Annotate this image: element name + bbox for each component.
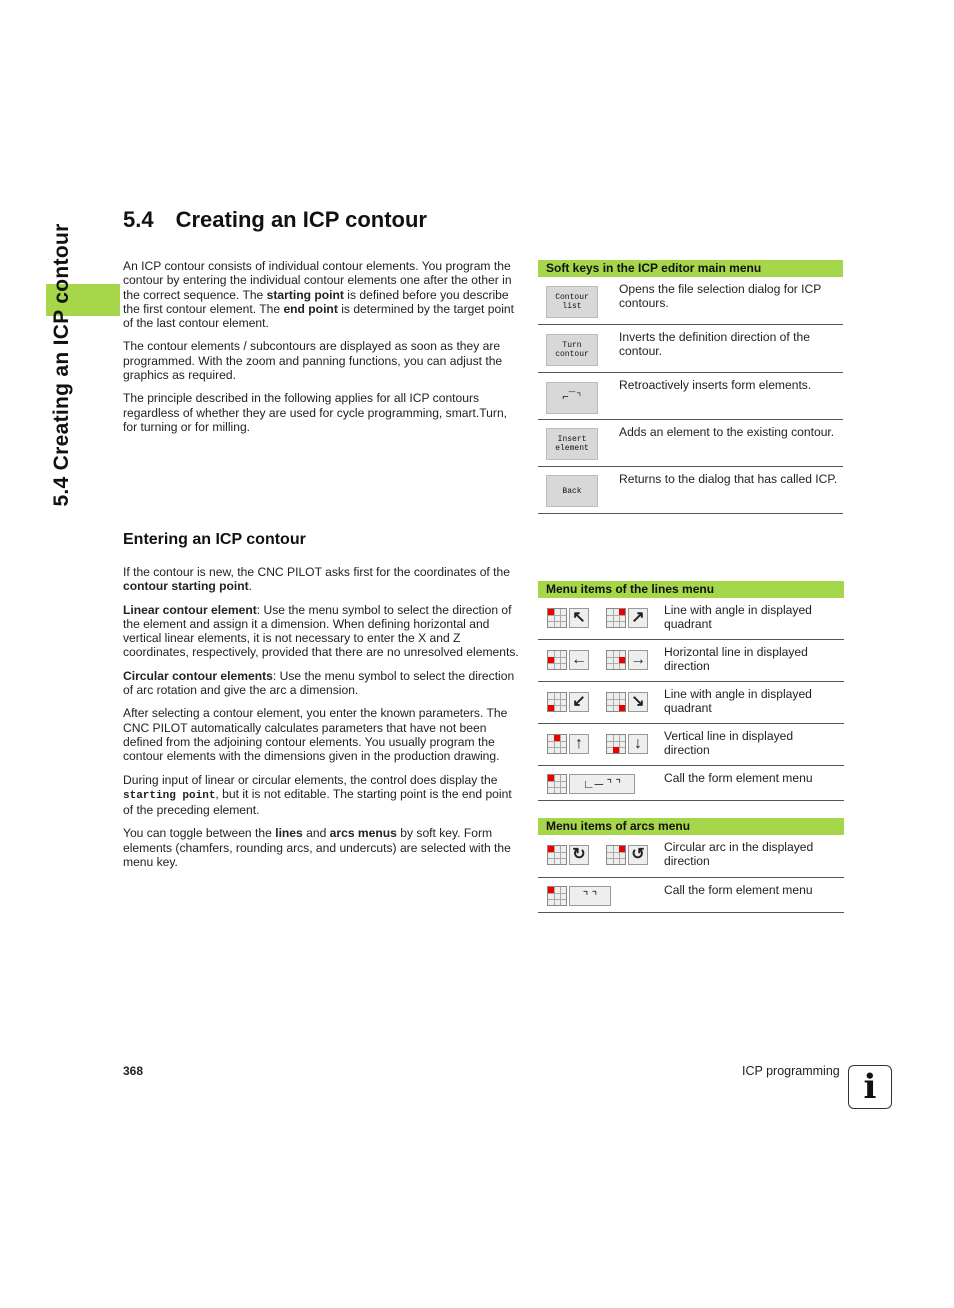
line-down-left-menu-icon[interactable] (547, 692, 589, 712)
row-description: Line with angle in displayed quadrant (664, 687, 812, 716)
line-up-left-menu-icon[interactable] (547, 608, 589, 628)
arc-counterclockwise-menu-icon[interactable] (606, 845, 648, 865)
form-element-menu-icon[interactable] (547, 886, 611, 906)
body-paragraph-1: If the contour is new, the CNC PILOT asks first for the coordinates of the contour starting point. (123, 565, 510, 594)
grid-icon (606, 608, 626, 628)
body-paragraph-4: After selecting a contour element, you enter the known parameters. The CNC PILOT automatically calculates parameters that have not been defined from the adjoining contour elements. You usually program the contour elements with the dimensions given in the production drawing. (123, 706, 508, 764)
table-row (538, 277, 843, 325)
row-description: Opens the file selection dialog for ICP contours. (619, 282, 822, 311)
table-row (538, 878, 844, 913)
arrow-down-right-icon: ↘ (628, 692, 648, 712)
arrow-right-icon: → (628, 650, 648, 670)
table-row (538, 325, 843, 373)
grid-icon (547, 845, 567, 865)
section-number: 5.4 (123, 207, 154, 232)
line-up-menu-icon[interactable] (547, 734, 589, 754)
form-elements-icon: ∟─ ⌝ ⌝ (569, 774, 635, 794)
table-row (538, 766, 844, 801)
body-paragraph-5: During input of linear or circular elements, the control does display the starting point, but it is not editable. The starting point is the end point of the preceding element. (123, 772, 512, 818)
arcs-menu-table (538, 818, 844, 913)
row-description: Line with angle in displayed quadrant (664, 603, 812, 632)
table-row (538, 724, 844, 766)
page-number: 368 (123, 1064, 144, 1078)
table-row (538, 420, 843, 467)
form-elements-softkey[interactable] (546, 382, 598, 414)
arrow-up-right-icon: ↗ (628, 608, 648, 628)
row-description: Horizontal line in displayed direction (664, 645, 808, 674)
intro-text (123, 259, 520, 434)
turn-contour-softkey[interactable]: Turn contour (546, 334, 598, 366)
row-description: Call the form element menu (664, 883, 813, 897)
arrow-left-icon: ← (569, 650, 589, 670)
grid-icon (547, 692, 567, 712)
section-heading (123, 207, 427, 233)
table-row (538, 467, 843, 514)
row-description: Vertical line in displayed direction (664, 729, 794, 758)
grid-icon (547, 774, 567, 794)
table-header: Menu items of the lines menu (538, 581, 844, 598)
grid-icon (606, 845, 626, 865)
arrow-down-icon: ↓ (628, 734, 648, 754)
back-softkey[interactable]: Back (546, 475, 598, 507)
grid-icon (606, 650, 626, 670)
form-element-menu-icon[interactable] (547, 774, 635, 794)
softkeys-table (538, 260, 843, 514)
arrow-up-left-icon: ↖ (569, 608, 589, 628)
row-description: Circular arc in the displayed direction (664, 840, 814, 869)
row-description: Retroactively inserts form elements. (619, 378, 812, 392)
sidebar-chapter-title: 5.4 Creating an ICP contour (50, 223, 73, 507)
table-row (538, 640, 844, 682)
contour-list-softkey[interactable]: Contour list (546, 286, 598, 318)
table-row (538, 682, 844, 724)
insert-element-softkey[interactable]: Insert element (546, 428, 598, 460)
form-element-icon: ⌐‾⌝ (562, 391, 582, 404)
arrow-up-icon: ↑ (569, 734, 589, 754)
body-text (123, 565, 520, 869)
intro-paragraph-3: The principle described in the following applies for all ICP contours regardless of whether they are used for cycle programming, smart.Turn, for turning or for milling. (123, 391, 508, 434)
form-elements-icon: ⌝ ⌝ (569, 886, 611, 906)
grid-icon (547, 886, 567, 906)
line-right-menu-icon[interactable] (606, 650, 648, 670)
body-paragraph-3: Circular contour elements: Use the menu symbol to select the direction of arc rotation and give the arc a dimension. (123, 668, 515, 698)
row-description: Adds an element to the existing contour. (619, 425, 835, 439)
table-header: Menu items of arcs menu (538, 818, 844, 835)
line-down-right-menu-icon[interactable] (606, 692, 648, 712)
line-up-right-menu-icon[interactable] (606, 608, 648, 628)
intro-paragraph-2: The contour elements / subcontours are displayed as soon as they are programmed. With the zoom and panning functions, you can adjust the graphics as required. (123, 339, 503, 383)
grid-icon (606, 734, 626, 754)
table-header: Soft keys in the ICP editor main menu (538, 260, 843, 277)
grid-icon (606, 692, 626, 712)
body-paragraph-2: Linear contour element: Use the menu symbol to select the direction of the element and assign it a dimension. When defining horizontal and vertical linear elements, it is not necessary to enter the X and Z coordinates, respectively, provided that there are no unresolved elements. (123, 602, 519, 660)
row-description: Inverts the definition direction of the contour. (619, 330, 810, 359)
arc-clockwise-menu-icon[interactable] (547, 845, 589, 865)
line-down-menu-icon[interactable] (606, 734, 648, 754)
intro-paragraph-1: An ICP contour consists of individual contour elements. You program the contour by entering the individual contour elements one after the other in the correct sequence. The starting point is defined before you describe the first contour element. The end point is determined by the target point of the last contour element. (123, 259, 514, 331)
line-left-menu-icon[interactable] (547, 650, 589, 670)
arc-clockwise-icon: ↻ (569, 845, 589, 865)
arrow-down-left-icon: ↙ (569, 692, 589, 712)
subsection-heading: Entering an ICP contour (123, 531, 306, 548)
grid-icon (547, 608, 567, 628)
row-description: Returns to the dialog that has called ICP. (619, 472, 838, 486)
body-paragraph-6: You can toggle between the lines and arcs menus by soft key. Form elements (chamfers, rounding arcs, and undercuts) are selected with the menu key. (123, 826, 511, 870)
chapter-name: ICP programming (742, 1064, 840, 1078)
table-row (538, 835, 844, 878)
arc-counterclockwise-icon: ↺ (628, 845, 648, 865)
lines-menu-table (538, 581, 844, 801)
table-row (538, 373, 843, 420)
grid-icon (547, 734, 567, 754)
section-title: Creating an ICP contour (175, 207, 427, 232)
info-icon: i (848, 1065, 892, 1109)
table-row (538, 598, 844, 640)
grid-icon (547, 650, 567, 670)
row-description: Call the form element menu (664, 771, 813, 785)
